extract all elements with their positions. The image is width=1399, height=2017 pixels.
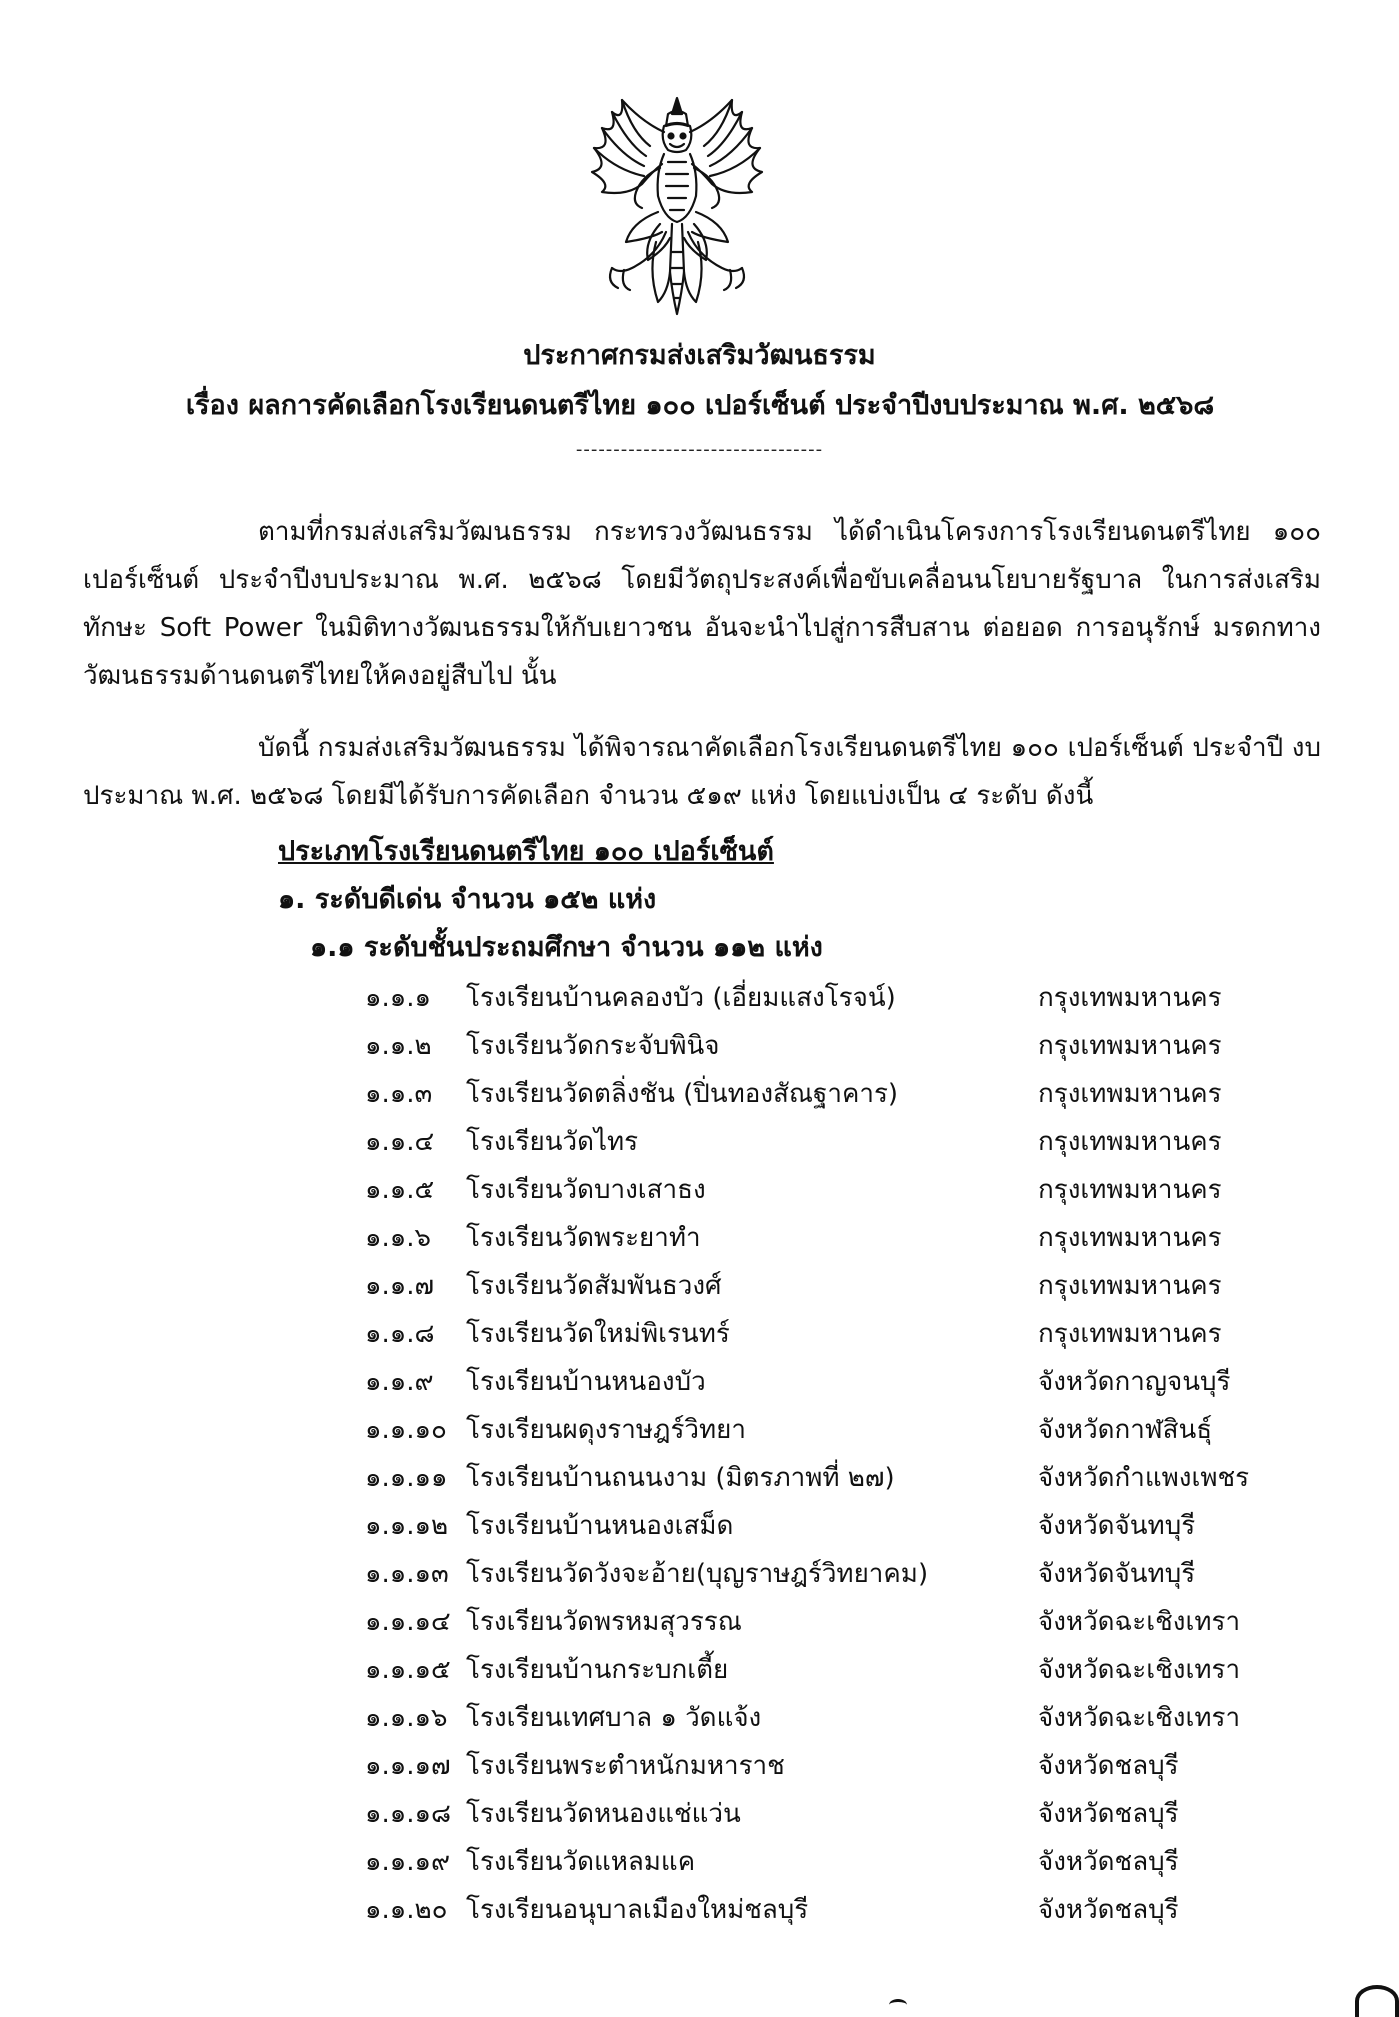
school-list	[0, 974, 1399, 1934]
school-name: โรงเรียนผดุงราษฎร์วิทยา	[466, 1415, 746, 1445]
item-number: ๑.๑.๑๘	[365, 1799, 452, 1829]
school-name: โรงเรียนวัดแหลมแค	[466, 1847, 696, 1877]
item-number: ๑.๑.๑๒	[365, 1511, 449, 1541]
list-item	[0, 1070, 1399, 1118]
province-name: จังหวัดกาญจนบุรี	[1038, 1367, 1231, 1397]
school-name: โรงเรียนพระตำหนักมหาราช	[466, 1751, 785, 1781]
school-name: โรงเรียนบ้านคลองบัว (เอี่ยมแสงโรจน์)	[466, 983, 896, 1013]
province-name: กรุงเทพมหานคร	[1038, 1079, 1222, 1109]
intro-paragraph	[83, 508, 1321, 700]
province-name: กรุงเทพมหานคร	[1038, 1271, 1222, 1301]
item-number: ๑.๑.๑	[365, 983, 432, 1013]
item-number: ๑.๑.๕	[365, 1175, 435, 1205]
level-heading: ๑. ระดับดีเด่น จำนวน ๑๕๒ แห่ง	[278, 884, 657, 915]
province-name: จังหวัดกำแพงเพชร	[1038, 1463, 1250, 1493]
province-name: จังหวัดฉะเชิงเทรา	[1038, 1607, 1241, 1637]
item-number: ๑.๑.๖	[365, 1223, 432, 1253]
list-item	[0, 1406, 1399, 1454]
school-name: โรงเรียนบ้านกระบกเตี้ย	[466, 1655, 729, 1685]
item-number: ๑.๑.๑๓	[365, 1559, 449, 1589]
school-name: โรงเรียนวัดบางเสาธง	[466, 1175, 706, 1205]
province-name: กรุงเทพมหานคร	[1038, 1223, 1222, 1253]
province-name: จังหวัดฉะเชิงเทรา	[1038, 1655, 1241, 1685]
school-name: โรงเรียนวัดใหม่พิเรนทร์	[466, 1319, 730, 1349]
list-item	[0, 1022, 1399, 1070]
item-number: ๑.๑.๙	[365, 1367, 434, 1397]
school-name: โรงเรียนวัดไทร	[466, 1127, 639, 1157]
item-number: ๑.๑.๗	[365, 1271, 435, 1301]
province-name: กรุงเทพมหานคร	[1038, 983, 1222, 1013]
province-name: จังหวัดกาฬสินธุ์	[1038, 1415, 1213, 1445]
province-name: จังหวัดฉะเชิงเทรา	[1038, 1703, 1241, 1733]
cropped-glyph	[889, 1999, 907, 2011]
list-item	[0, 1358, 1399, 1406]
list-item	[0, 1454, 1399, 1502]
item-number: ๑.๑.๑๙	[365, 1847, 451, 1877]
cropped-glyph	[1355, 1985, 1399, 2017]
province-name: จังหวัดชลบุรี	[1038, 1751, 1179, 1781]
school-name: โรงเรียนวัดหนองแช่แว่น	[466, 1799, 741, 1829]
list-item	[0, 974, 1399, 1022]
school-name: โรงเรียนวัดวังจะอ้าย(บุญราษฎร์วิทยาคม)	[466, 1559, 929, 1589]
list-item	[0, 1646, 1399, 1694]
province-name: จังหวัดจันทบุรี	[1038, 1511, 1196, 1541]
province-name: กรุงเทพมหานคร	[1038, 1319, 1222, 1349]
list-item	[0, 1502, 1399, 1550]
category-heading: ประเภทโรงเรียนดนตรีไทย ๑๐๐ เปอร์เซ็นต์	[278, 836, 774, 867]
list-item	[0, 1262, 1399, 1310]
province-name: จังหวัดจันทบุรี	[1038, 1559, 1196, 1589]
province-name: กรุงเทพมหานคร	[1038, 1127, 1222, 1157]
school-name: โรงเรียนเทศบาล ๑ วัดแจ้ง	[466, 1703, 762, 1733]
intro-paragraph-text: ตามที่กรมส่งเสริมวัฒนธรรม กระทรวงวัฒนธรรม ได้ดำเนินโครงการโรงเรียนดนตรีไทย ๑๐๐ เปอร์เซ็นต์ ประจำปีงบประมาณ พ.ศ. ๒๕๖๘ โดยมีวัตถุประสงค์เพื่อขับเคลื่อนนโยบายรัฐบาล ในการส่งเสริมทักษะ Soft Power ในมิติทางวัฒนธรรมให้กับเยาวชน อันจะนำไปสู่การสืบสาน ต่อยอด การอนุรักษ์ มรดกทางวัฒนธรรมด้านดนตรีไทยให้คงอยู่สืบไป นั้น	[83, 517, 1321, 691]
garuda-emblem-icon	[572, 92, 782, 320]
result-paragraph-text: บัดนี้ กรมส่งเสริมวัฒนธรรม ได้พิจารณาคัดเลือกโรงเรียนดนตรีไทย ๑๐๐ เปอร์เซ็นต์ ประจำปี งบประมาณ พ.ศ. ๒๕๖๘ โดยมีได้รับการคัดเลือก จำนวน ๕๑๙ แห่ง โดยแบ่งเป็น ๔ ระดับ ดังนี้	[83, 733, 1321, 811]
item-number: ๑.๑.๑๖	[365, 1703, 448, 1733]
list-item	[0, 1742, 1399, 1790]
list-item	[0, 1886, 1399, 1934]
school-name: โรงเรียนวัดพระยาทำ	[466, 1223, 701, 1253]
item-number: ๑.๑.๔	[365, 1127, 435, 1157]
item-number: ๑.๑.๑๐	[365, 1415, 447, 1445]
school-name: โรงเรียนวัดกระจับพินิจ	[466, 1031, 720, 1061]
list-item	[0, 1790, 1399, 1838]
province-name: จังหวัดชลบุรี	[1038, 1799, 1179, 1829]
result-paragraph	[83, 724, 1321, 820]
item-number: ๑.๑.๒๐	[365, 1895, 448, 1925]
list-item	[0, 1598, 1399, 1646]
list-item	[0, 1214, 1399, 1262]
item-number: ๑.๑.๑๔	[365, 1607, 451, 1637]
school-name: โรงเรียนอนุบาลเมืองใหม่ชลบุรี	[466, 1895, 809, 1925]
school-name: โรงเรียนบ้านถนนงาม (มิตรภาพที่ ๒๗)	[466, 1463, 895, 1493]
province-name: กรุงเทพมหานคร	[1038, 1031, 1222, 1061]
school-name: โรงเรียนวัดตลิ่งชัน (ปิ่นทองสัณฐาคาร)	[466, 1079, 899, 1109]
list-item	[0, 1550, 1399, 1598]
item-number: ๑.๑.๑๕	[365, 1655, 451, 1685]
item-number: ๑.๑.๑๑	[365, 1463, 448, 1493]
announcement-subject: เรื่อง ผลการคัดเลือกโรงเรียนดนตรีไทย ๑๐๐ เปอร์เซ็นต์ ประจำปีงบประมาณ พ.ศ. ๒๕๖๘	[185, 390, 1215, 421]
title-divider: ---------------------------------	[575, 439, 824, 460]
province-name: จังหวัดชลบุรี	[1038, 1847, 1179, 1877]
province-name: จังหวัดชลบุรี	[1038, 1895, 1179, 1925]
list-item	[0, 1838, 1399, 1886]
list-item	[0, 1166, 1399, 1214]
sublevel-heading: ๑.๑ ระดับชั้นประถมศึกษา จำนวน ๑๑๒ แห่ง	[310, 932, 823, 963]
list-item	[0, 1310, 1399, 1358]
school-name: โรงเรียนวัดพรหมสุวรรณ	[466, 1607, 742, 1637]
announcement-title: ประกาศกรมส่งเสริมวัฒนธรรม	[523, 340, 876, 371]
item-number: ๑.๑.๓	[365, 1079, 433, 1109]
school-name: โรงเรียนวัดสัมพันธวงศ์	[466, 1271, 722, 1301]
item-number: ๑.๑.๒	[365, 1031, 432, 1061]
list-item	[0, 1694, 1399, 1742]
school-name: โรงเรียนบ้านหนองบัว	[466, 1367, 706, 1397]
item-number: ๑.๑.๑๗	[365, 1751, 451, 1781]
province-name: กรุงเทพมหานคร	[1038, 1175, 1222, 1205]
item-number: ๑.๑.๘	[365, 1319, 435, 1349]
list-item	[0, 1118, 1399, 1166]
school-name: โรงเรียนบ้านหนองเสม็ด	[466, 1511, 734, 1541]
